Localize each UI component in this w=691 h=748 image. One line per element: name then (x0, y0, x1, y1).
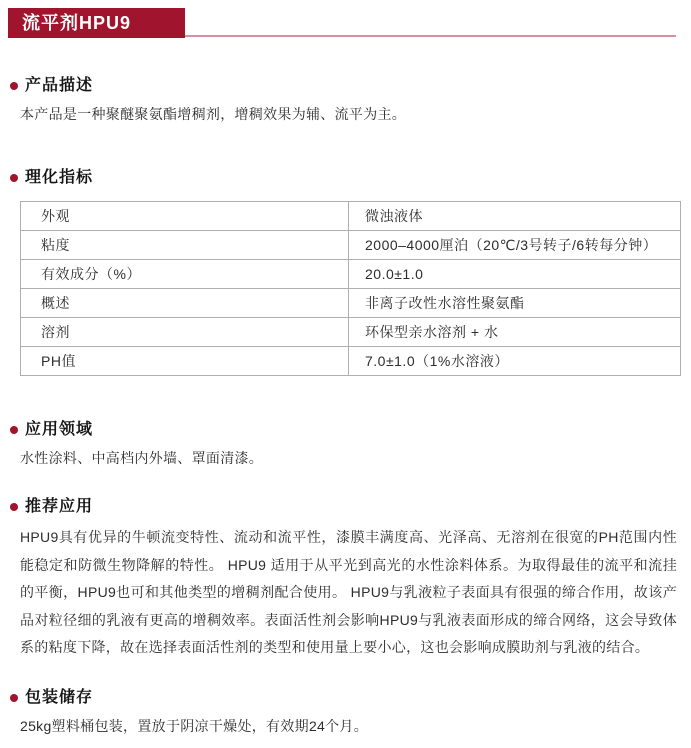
spec-value: 环保型亲水溶剂 + 水 (349, 318, 681, 347)
section-recommended-application (0, 497, 691, 662)
bullet-icon (10, 82, 18, 90)
spec-label: 溶剂 (21, 318, 349, 347)
spec-value: 非离子改性水溶性聚氨酯 (349, 289, 681, 318)
section-header (0, 688, 691, 708)
section-header (0, 420, 691, 440)
section-header (0, 497, 691, 517)
spec-value: 2000–4000厘泊（20℃/3号转子/6转每分钟） (349, 231, 681, 260)
section-product-description (0, 76, 691, 125)
section-packaging-storage (0, 688, 691, 737)
table-row (21, 347, 681, 376)
section-header (0, 76, 691, 96)
table-row (21, 289, 681, 318)
section-physical-chemical-specs (0, 168, 691, 376)
table-row (21, 318, 681, 347)
bullet-icon (10, 503, 18, 511)
table-row (21, 231, 681, 260)
section-application-fields (0, 420, 691, 469)
spec-label: 有效成分（%） (21, 260, 349, 289)
product-title-banner (8, 8, 185, 38)
spec-value: 微浊液体 (349, 202, 681, 231)
spec-label: PH值 (21, 347, 349, 376)
section-heading: 理化指标 (25, 169, 94, 186)
section-header (0, 168, 691, 188)
spec-label: 外观 (21, 202, 349, 231)
section-heading: 包装储存 (25, 689, 94, 706)
section-body-text: 水性涂料、中高档内外墙、罩面清漆。 (20, 450, 264, 466)
bullet-icon (10, 694, 18, 702)
section-heading: 推荐应用 (25, 498, 94, 515)
spec-table (20, 201, 681, 376)
spec-label: 概述 (21, 289, 349, 318)
spec-label: 粘度 (21, 231, 349, 260)
spec-value: 20.0±1.0 (349, 260, 681, 289)
table-row (21, 260, 681, 289)
page-title: 流平剂HPU9 (22, 13, 132, 33)
bullet-icon (10, 426, 18, 434)
section-heading: 应用领域 (25, 421, 94, 438)
section-body-text: 25kg塑料桶包装，置放于阴凉干燥处，有效期24个月。 (20, 718, 369, 734)
section-heading: 产品描述 (25, 77, 94, 94)
table-row (21, 202, 681, 231)
bullet-icon (10, 174, 18, 182)
section-body-text: 本产品是一种聚醚聚氨酯增稠剂，增稠效果为辅、流平为主。 (20, 106, 407, 122)
section-body-text: HPU9具有优异的牛顿流变特性、流动和流平性，漆膜丰满度高、光泽高、无溶剂在很宽的PH范围内性能稳定和防微生物降解的特性。 HPU9 适用于从平光到高光的水性涂料体系。为取得最佳的流平和流挂的平衡，HPU9也可和其他类型的增稠剂配合使用。 HPU9与乳液粒子表面具有很强的缔合作用，故该产品对粒径细的乳液有更高的增稠效率。表面活性剂会影响HPU9与乳液表面形成的缔合网络，这会导致体系的粘度下降，故在选择表面活性剂的类型和使用量上要小心，这也会影响成膜助剂与乳液的结合。 (20, 529, 677, 655)
spec-value: 7.0±1.0（1%水溶液） (349, 347, 681, 376)
